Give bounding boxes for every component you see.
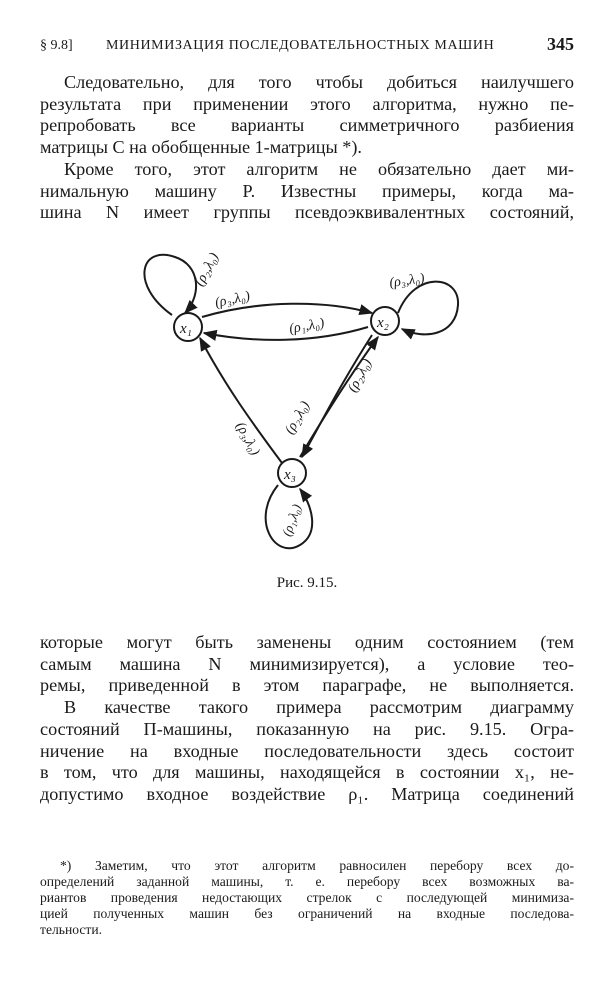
text-line: которые могут быть заменены одним состоянием (тем	[40, 632, 574, 652]
text-line: Следовательно, для того чтобы добиться наилучшего	[64, 72, 574, 92]
state-label-x2: x₂	[377, 315, 389, 331]
footnote-line: цией полученных машин без ограничений на входные последова-	[40, 906, 574, 921]
running-title: МИНИМИЗАЦИЯ ПОСЛЕДОВАТЕЛЬНОСТНЫХ МАШИН	[106, 38, 495, 53]
paragraph-2	[40, 632, 574, 806]
arrow-x3-x1	[200, 338, 282, 463]
text-line: репробовать все варианты симметричного разбиения	[40, 115, 574, 136]
page-number: 345	[547, 34, 574, 54]
figure-caption: Рис. 9.15.	[276, 575, 338, 591]
text-line: нимальную машину P. Известны примеры, когда ма-	[40, 180, 574, 201]
loop-arrow-x2	[398, 282, 458, 335]
edge-label-x3-x2: (ρ₂,λ₀)	[282, 398, 314, 437]
text-line: в том, что для машины, находящейся в состоянии x₁, не-	[40, 762, 574, 783]
edge-label-loop-x3: (ρ₁,λ₀)	[278, 502, 305, 539]
arrow-x2-x1	[204, 327, 368, 340]
edge-label-x2-x3: (ρ₂,λ₀)	[345, 356, 376, 395]
edge-label-x1-x2: (ρ₃,λ₀)	[213, 288, 252, 311]
edge-label-loop-x2: (ρ₃,λ₀)	[388, 271, 426, 291]
section-number: § 9.8]	[40, 38, 73, 53]
paragraph-1	[40, 72, 574, 224]
state-label-x1: x₁	[180, 321, 192, 337]
text-line: состояний П-машины, показанную на рис. 9.15. Огра-	[40, 718, 574, 739]
footnote	[40, 858, 574, 938]
loop-arrow-x1	[144, 255, 196, 315]
text-line: шина N имеет группы псевдоэквивалентных состояний,	[40, 202, 574, 223]
text-line: допустимо входное воздействие ρ₁. Матрица соединений	[40, 783, 574, 804]
text-line: Кроме того, этот алгоритм не обязательно дает ми-	[64, 158, 574, 179]
footnote-line: тельности.	[40, 922, 103, 937]
running-header	[40, 30, 574, 56]
state-label-x3: x₃	[284, 467, 296, 483]
edge-label-loop-x1: (ρ₂,λ₀)	[192, 250, 223, 289]
text-line: матрицы C на обобщенные 1-матрицы *).	[40, 137, 362, 158]
footnote-line: риантов проведения недостающих стрелок с последующей минимиза-	[40, 890, 574, 905]
text-line: ремы, приведенной в этом параграфе, не выполняется.	[40, 675, 574, 696]
state-diagram	[140, 245, 480, 565]
edge-label-x3-x1: (ρ₃,λ₀)	[232, 419, 263, 459]
arrow-x3-x2	[300, 337, 378, 457]
text-line: В качестве такого примера рассмотрим диаграмму	[64, 697, 574, 718]
footnote-line: определений заданной машины, т. е. перебору всех возможных ва-	[40, 874, 574, 889]
footnote-line: *) Заметим, что этот алгоритм равносилен перебору всех до-	[60, 858, 574, 873]
text-line: самым машина N минимизируется), а условие тео-	[40, 653, 574, 674]
text-line: результата при применении этого алгоритма, нужно пе-	[40, 93, 574, 114]
edge-label-x2-x1: (ρ₁,λ₀)	[288, 316, 326, 337]
text-line: ничение на входные последовательности здесь состоит	[40, 740, 574, 761]
